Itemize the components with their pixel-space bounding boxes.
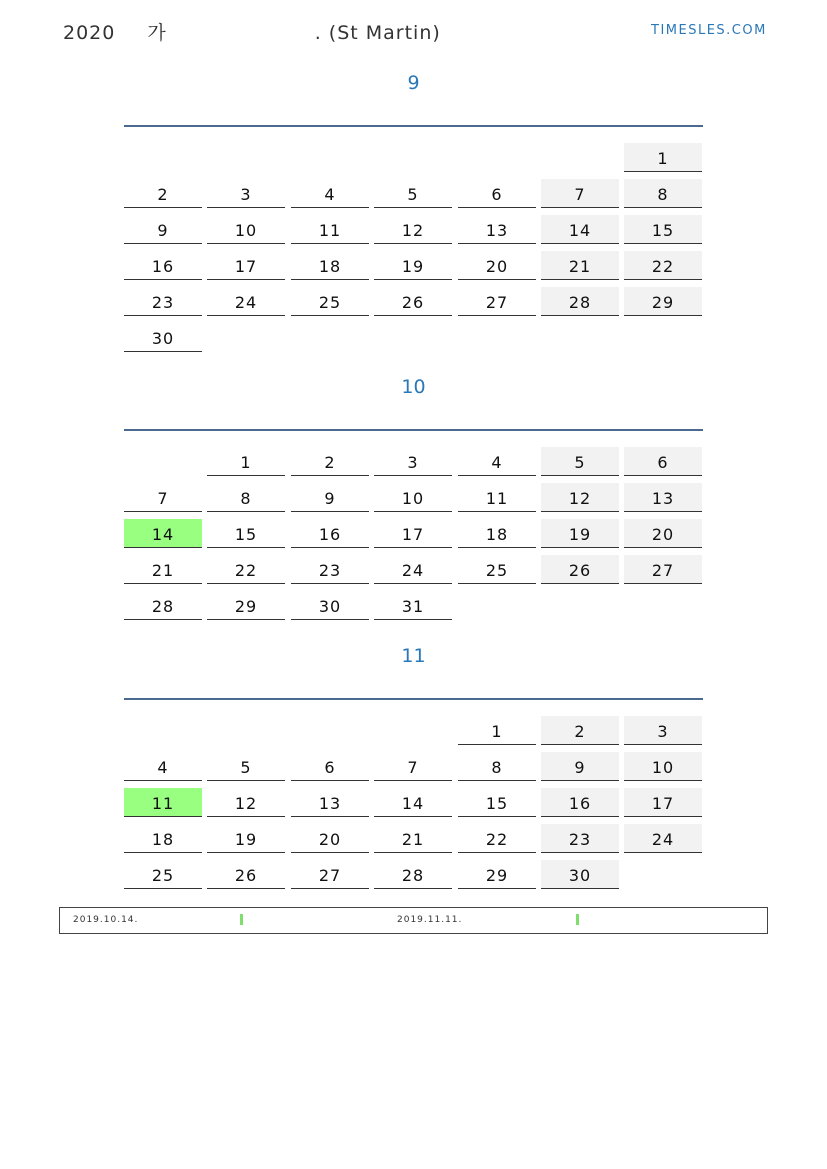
day-cell: 19: [207, 824, 285, 853]
day-cell: 27: [458, 287, 536, 316]
day-cell: 12: [374, 215, 452, 244]
day-cell: 5: [374, 179, 452, 208]
day-cell: 13: [291, 788, 369, 817]
day-cell: 9: [124, 215, 202, 244]
day-cell: 5: [207, 752, 285, 781]
day-cell: 15: [624, 215, 702, 244]
title-year: 2020: [63, 22, 116, 44]
day-cell: 4: [124, 752, 202, 781]
day-cell: 11: [458, 483, 536, 512]
day-cell: 2: [541, 716, 619, 745]
day-cell: 14: [541, 215, 619, 244]
site-link[interactable]: TIMESLES.COM: [651, 23, 767, 38]
day-cell: 9: [291, 483, 369, 512]
title-korean: 가: [147, 22, 167, 44]
day-cell: 1: [624, 143, 702, 172]
month-rule: [124, 698, 703, 700]
day-cell: 11: [291, 215, 369, 244]
day-cell: 10: [207, 215, 285, 244]
day-cell: 6: [458, 179, 536, 208]
day-cell: 29: [624, 287, 702, 316]
month-title: 10: [401, 376, 426, 398]
page-title: [63, 19, 441, 47]
day-cell: 17: [374, 519, 452, 548]
day-cell: 1: [458, 716, 536, 745]
day-cell: 30: [124, 323, 202, 352]
day-cell: 26: [541, 555, 619, 584]
day-cell: 22: [458, 824, 536, 853]
day-cell: 26: [207, 860, 285, 889]
day-cell: 30: [541, 860, 619, 889]
day-cell: 22: [624, 251, 702, 280]
day-cell: 20: [458, 251, 536, 280]
title-subtitle: . (St Martin): [314, 22, 441, 44]
day-cell: 14: [124, 519, 202, 548]
day-cell: 21: [124, 555, 202, 584]
day-cell: 2: [291, 447, 369, 476]
day-cell: 1: [207, 447, 285, 476]
day-cell: 25: [458, 555, 536, 584]
day-cell: 25: [124, 860, 202, 889]
day-cell: 8: [207, 483, 285, 512]
day-cell: 28: [374, 860, 452, 889]
day-cell: 18: [124, 824, 202, 853]
month-title: 11: [401, 645, 426, 667]
day-cell: 7: [124, 483, 202, 512]
day-cell: 6: [291, 752, 369, 781]
day-cell: 5: [541, 447, 619, 476]
day-cell: 23: [541, 824, 619, 853]
day-cell: 11: [124, 788, 202, 817]
day-cell: 15: [458, 788, 536, 817]
footer-note-date: 2019.11.11.: [397, 915, 463, 925]
day-cell: 18: [291, 251, 369, 280]
day-cell: 8: [624, 179, 702, 208]
day-cell: 3: [207, 179, 285, 208]
day-cell: 24: [374, 555, 452, 584]
day-cell: 17: [207, 251, 285, 280]
day-cell: 17: [624, 788, 702, 817]
day-cell: 20: [624, 519, 702, 548]
day-cell: 21: [374, 824, 452, 853]
day-cell: 3: [374, 447, 452, 476]
day-cell: 12: [541, 483, 619, 512]
day-cell: 16: [124, 251, 202, 280]
day-cell: 4: [458, 447, 536, 476]
holiday-footer: [59, 907, 768, 934]
footer-note-date: 2019.10.14.: [73, 915, 139, 925]
day-cell: 20: [291, 824, 369, 853]
day-cell: 3: [624, 716, 702, 745]
day-cell: 25: [291, 287, 369, 316]
day-cell: 29: [207, 591, 285, 620]
month-title: 9: [407, 72, 420, 94]
day-cell: 28: [541, 287, 619, 316]
day-cell: 24: [624, 824, 702, 853]
day-cell: 19: [374, 251, 452, 280]
day-cell: 30: [291, 591, 369, 620]
day-cell: 10: [374, 483, 452, 512]
holiday-color-marker: [576, 914, 579, 925]
day-cell: 21: [541, 251, 619, 280]
day-cell: 13: [458, 215, 536, 244]
month-rule: [124, 429, 703, 431]
day-cell: 28: [124, 591, 202, 620]
day-cell: 7: [374, 752, 452, 781]
day-cell: 27: [291, 860, 369, 889]
day-cell: 24: [207, 287, 285, 316]
day-cell: 15: [207, 519, 285, 548]
holiday-color-marker: [240, 914, 243, 925]
day-cell: 13: [624, 483, 702, 512]
day-cell: 29: [458, 860, 536, 889]
day-cell: 18: [458, 519, 536, 548]
day-cell: 12: [207, 788, 285, 817]
day-cell: 2: [124, 179, 202, 208]
day-cell: 4: [291, 179, 369, 208]
day-cell: 26: [374, 287, 452, 316]
day-cell: 22: [207, 555, 285, 584]
day-cell: 9: [541, 752, 619, 781]
day-cell: 16: [541, 788, 619, 817]
day-cell: 7: [541, 179, 619, 208]
day-cell: 8: [458, 752, 536, 781]
day-cell: 31: [374, 591, 452, 620]
day-cell: 19: [541, 519, 619, 548]
day-cell: 14: [374, 788, 452, 817]
day-cell: 16: [291, 519, 369, 548]
day-cell: 23: [291, 555, 369, 584]
day-cell: 27: [624, 555, 702, 584]
day-cell: 10: [624, 752, 702, 781]
day-cell: 23: [124, 287, 202, 316]
month-rule: [124, 125, 703, 127]
day-cell: 6: [624, 447, 702, 476]
